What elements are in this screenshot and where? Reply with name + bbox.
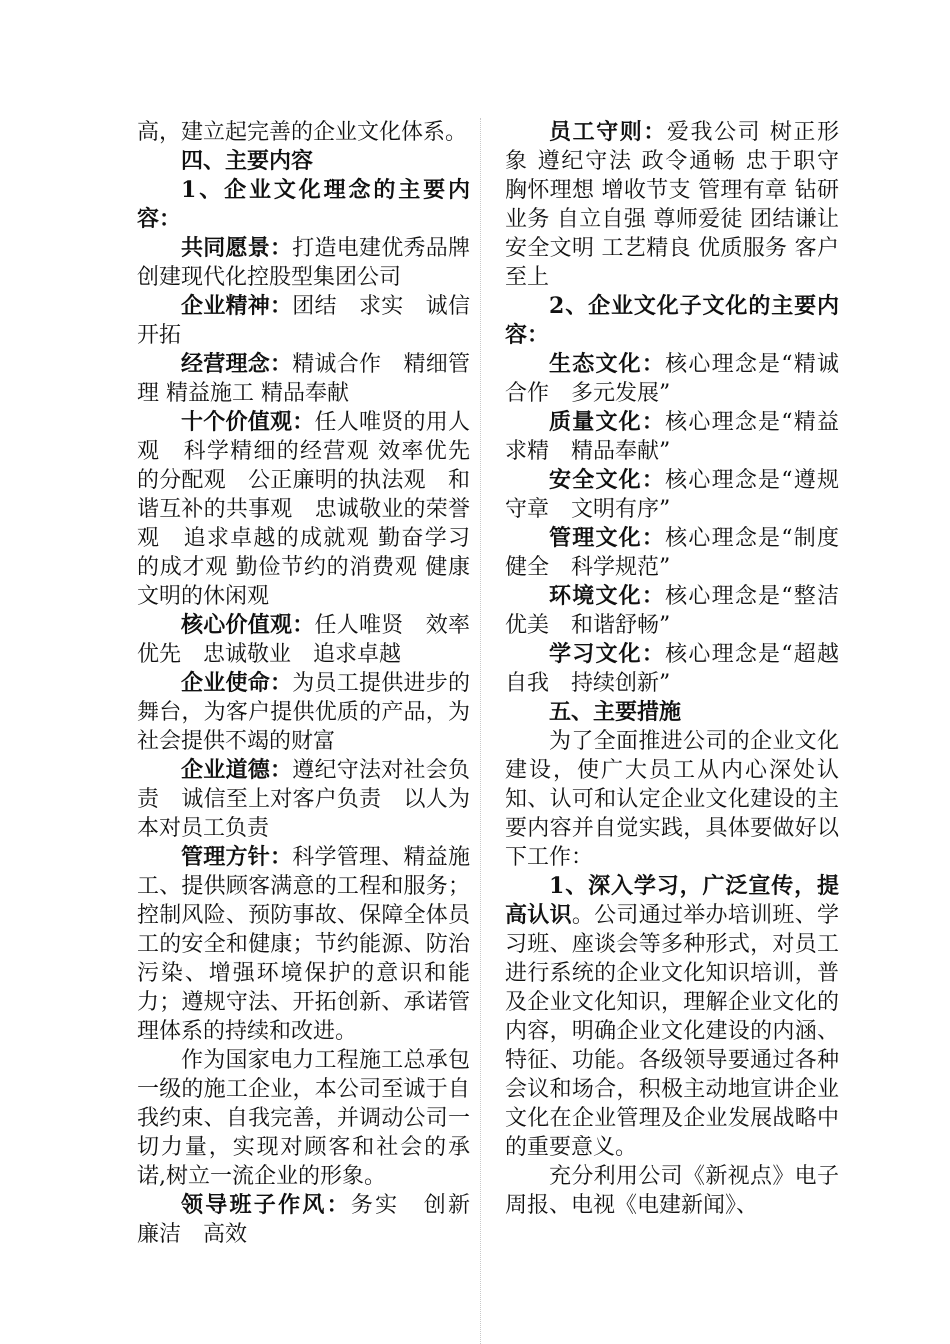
paragraph: 十个价值观：任人唯贤的用人观 科学精细的经营观 效率优先的分配观 公正廉明的执法观 和谐互补的共事观 忠诚敬业的荣誉观 追求卓越的成就观 勤奋学习的成才观 勤俭节约的消费观 健康文明的休闲观	[137, 409, 470, 609]
paragraph: 高，建立起完善的企业文化体系。	[137, 120, 468, 145]
paragraph: 企业道德：遵纪守法对社会负责 诚信至上对客户负责 以人为本对员工负责	[137, 757, 470, 841]
subsection-heading: 2、企业文化子文化的主要内容：	[505, 293, 839, 348]
paragraph: 学习文化：核心理念是“超越自我 持续创新”	[505, 641, 839, 696]
paragraph: 充分利用公司《新视点》电子周报、电视《电建新闻》、	[505, 1164, 839, 1218]
paragraph: 环境文化：核心理念是“整洁优美 和谐舒畅”	[505, 583, 839, 638]
paragraph: 管理文化：核心理念是“制度健全 科学规范”	[505, 525, 839, 580]
section-heading: 四、主要内容	[181, 148, 314, 174]
paragraph: 管理方针：科学管理、精益施工、提供顾客满意的工程和服务；控制风险、预防事故、保障全体员工的安全和健康；节约能源、防治污染、增强环境保护的意识和能力；遵规守法、开拓创新、承诺管理体系的持续和改进。	[137, 844, 470, 1044]
paragraph: 企业精神：团结 求实 诚信 开拓	[137, 293, 492, 348]
paragraph: 质量文化：核心理念是“精益求精 精品奉献”	[505, 409, 839, 464]
paragraph: 作为国家电力工程施工总承包一级的施工企业，本公司至诚于自我约束、自我完善，并调动公司一切力量，实现对顾客和社会的承诺,树立一流企业的形象。	[137, 1048, 470, 1189]
paragraph: 安全文化：核心理念是“遵规守章 文明有序”	[505, 467, 839, 522]
paragraph: 核心价值观：任人唯贤 效率优先 忠诚敬业 追求卓越	[137, 612, 470, 667]
paragraph: 共同愿景：打造电建优秀品牌 创建现代化控股型集团公司	[137, 235, 492, 290]
right-column	[505, 118, 839, 1220]
paragraph: 为了全面推进公司的企业文化建设，使广大员工从内心深处认知、认可和认定企业文化建设的主要内容并自觉实践，具体要做好以下工作：	[505, 729, 839, 870]
section-heading: 五、主要措施	[549, 699, 682, 725]
paragraph: 领导班子作风：务实 创新 廉洁 高效	[137, 1192, 492, 1247]
paragraph: 经营理念：精诚合作 精细管理 精益施工 精品奉献	[137, 351, 470, 406]
left-column	[137, 118, 492, 1249]
paragraph: 1、深入学习，广泛宣传，提高认识。公司通过举办培训班、学习班、座谈会等多种形式，对员工进行系统的企业文化知识培训，普及企业文化知识，理解企业文化的内容，明确企业文化建设的内涵、特征、功能。各级领导要通过各种会议和场合，积极主动地宣讲企业文化在企业管理及企业发展战略中的重要意义。	[505, 873, 839, 1160]
subsection-heading: 1、企业文化理念的主要内容：	[137, 177, 470, 232]
paragraph: 生态文化：核心理念是“精诚合作 多元发展”	[505, 351, 839, 406]
paragraph: 员工守则：爱我公司 树正形象 遵纪守法 政令通畅 忠于职守 胸怀理想 增收节支 管理有章 钻研业务 自立自强 尊师爱徒 团结谦让 安全文明 工艺精良 优质服务 客户至上	[505, 119, 839, 290]
paragraph: 企业使命：为员工提供进步的舞台，为客户提供优质的产品，为社会提供不竭的财富	[137, 670, 470, 754]
